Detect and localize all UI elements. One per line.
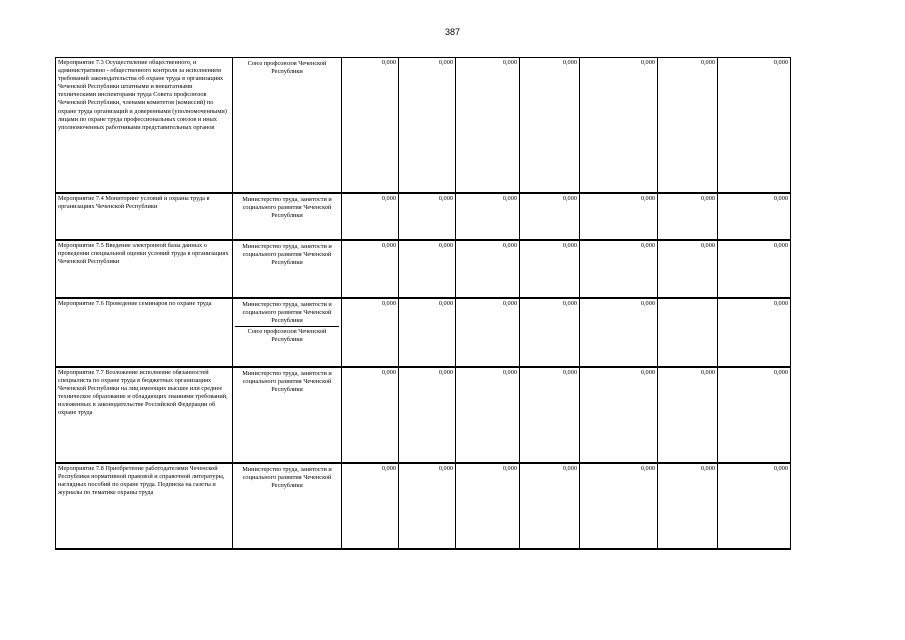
executor-name: Министерство труда, занятости и социального развития Чеченской Республики (242, 195, 332, 219)
value-cell: 0,000 (399, 58, 456, 193)
value-cell: 0,000 (456, 463, 520, 549)
measures-table (55, 57, 791, 550)
executor-cell (233, 193, 342, 240)
executor-cell (233, 298, 342, 367)
value-cell: 0,000 (718, 58, 791, 193)
value-cell: 0,000 (658, 463, 718, 549)
table-row (56, 58, 791, 193)
value-cell: 0,000 (520, 298, 580, 367)
value-cell: 0,000 (718, 240, 791, 298)
value-cell: 0,000 (399, 463, 456, 549)
table-row (56, 367, 791, 463)
executor-cell (233, 463, 342, 549)
value-cell: 0,000 (399, 240, 456, 298)
activity-cell: Мероприятие 7.6 Проведение семинаров по охране труда (56, 298, 233, 367)
activity-cell: Мероприятие 7.4 Мониторинг условий и охраны труда в организациях Чеченской Республики (56, 193, 233, 240)
value-cell: 0,000 (342, 193, 399, 240)
activity-cell: Мероприятие 7.7 Возложение исполнение обязанностей специалиста по охране труда в бюджетных организациях Чеченской Республики на лиц имеющих высшее или среднее техническое образование и обладающих знаниями требований, изложенных в законодательстве Российской Федерации об охране труда (56, 367, 233, 463)
value-cell: 0,000 (580, 367, 658, 463)
value-cell: 0,000 (342, 298, 399, 367)
value-cell: 0,000 (456, 298, 520, 367)
value-cell: 0,000 (399, 298, 456, 367)
value-cell: 0,000 (456, 240, 520, 298)
value-cell: 0,000 (580, 463, 658, 549)
executor-name: Министерство труда, занятости и социального развития Чеченской Республики (242, 242, 332, 266)
value-cell: 0,000 (456, 367, 520, 463)
value-cell: 0,000 (456, 193, 520, 240)
value-cell: 0,000 (342, 463, 399, 549)
table-row (56, 298, 791, 367)
value-cell: 0,000 (399, 367, 456, 463)
activity-cell: Мероприятие 7.3 Осуществление общественного, и административно - общественного контроля за исполнением требований законодательства об охране труда в организациях Чеченской Республики штатными и внештатными техническими инспекторами труда Совета профсоюзов Чеченской Республики, членами комитетов (комиссий) по охране труда организаций и доверенными (уполномоченными) лицами по охране труда профессиональных союзов и иных уполномоченных работниками представительных органов (56, 58, 233, 193)
value-cell: 0,000 (520, 58, 580, 193)
value-cell: 0,000 (456, 58, 520, 193)
value-cell: 0,000 (718, 193, 791, 240)
value-cell: 0,000 (342, 367, 399, 463)
value-cell: 0,000 (658, 240, 718, 298)
value-cell: 0,000 (520, 240, 580, 298)
value-cell: 0,000 (342, 58, 399, 193)
value-cell: 0,000 (580, 240, 658, 298)
value-cell: 0,000 (580, 193, 658, 240)
value-cell: 0,000 (520, 367, 580, 463)
executor-name: Министерство труда, занятости и социального развития Чеченской Республики (242, 369, 332, 393)
executor-name: Министерство труда, занятости и социального развития Чеченской Республики (242, 465, 332, 489)
value-cell: 0,000 (718, 463, 791, 549)
executor-name: Союз профсоюзов Чеченской Республики (247, 60, 327, 76)
value-cell: 0,000 (718, 367, 791, 463)
table-row (56, 193, 791, 240)
value-cell: 0,000 (399, 193, 456, 240)
value-cell: 0,000 (658, 193, 718, 240)
value-cell (658, 298, 718, 367)
table-body (56, 58, 791, 549)
value-cell: 0,000 (580, 58, 658, 193)
table-row (56, 240, 791, 298)
value-cell: 0,000 (718, 298, 791, 367)
executor-cell (233, 367, 342, 463)
page-number: 387 (444, 27, 461, 37)
activity-cell: Мероприятие 7.5 Введение электронной базы данных о проведении специальной оценки условий труда в организациях Чеченской Республики (56, 240, 233, 298)
executor-name: Министерство труда, занятости и социального развития Чеченской Республики (242, 300, 332, 324)
value-cell: 0,000 (520, 193, 580, 240)
value-cell: 0,000 (520, 463, 580, 549)
value-cell: 0,000 (580, 298, 658, 367)
activity-cell: Мероприятие 7.8 Приобретение работодателями Чеченской Республики нормативной правовой и справочной литературы, наглядных пособий по охране труда. Подписка на газеты и журналы по тематике охраны труда (56, 463, 233, 549)
executor-cell (233, 58, 342, 193)
executor-name: Союз профсоюзов Чеченской Республики (235, 326, 339, 345)
executor-cell (233, 240, 342, 298)
table-row (56, 463, 791, 549)
value-cell: 0,000 (658, 58, 718, 193)
value-cell: 0,000 (342, 240, 399, 298)
value-cell: 0,000 (658, 367, 718, 463)
